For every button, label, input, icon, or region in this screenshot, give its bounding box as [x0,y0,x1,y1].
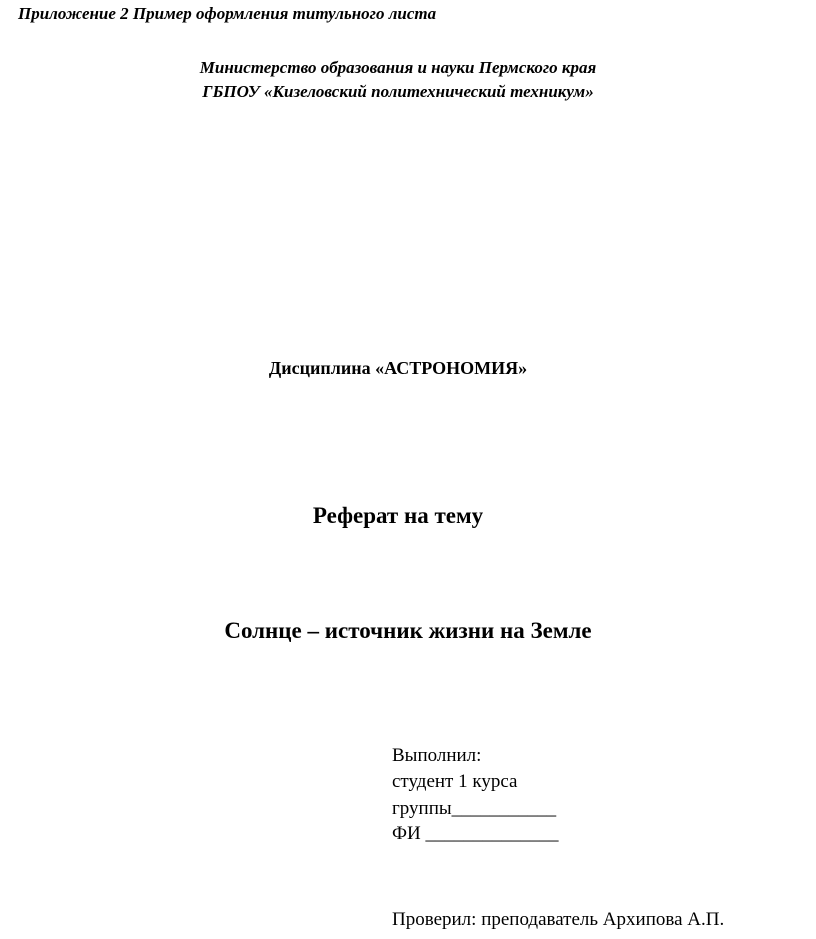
institution-name: ГБПОУ «Кизеловский политехнический техникум» [202,82,594,101]
discipline-title: Дисциплина «АСТРОНОМИЯ» [268,358,528,378]
completed-by-label: Выполнил: [392,745,482,766]
group-field: группы___________ [392,798,557,819]
student-course: студент 1 курса [392,771,518,792]
name-field: ФИ ______________ [392,823,559,844]
essay-label: Реферат на тему [312,503,484,528]
appendix-caption: Приложение 2 Пример оформления титульного листа [18,4,437,23]
essay-title: Солнце – источник жизни на Земле [224,618,592,643]
ministry-name: Министерство образования и науки Пермского края [199,58,597,77]
reviewer-line: Проверил: преподаватель Архипова А.П. [392,909,725,930]
